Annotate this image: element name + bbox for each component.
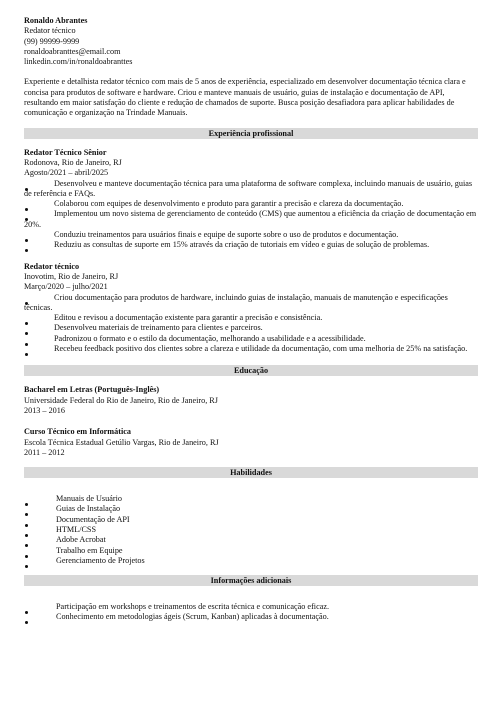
section-heading-skills: Habilidades bbox=[24, 467, 478, 478]
additional-text: Conhecimento em metodologias ágeis (Scrum, Kanban) aplicadas à documentação. bbox=[56, 612, 329, 622]
bullet-text: Conduziu treinamentos para usuários finais e equipe de suporte sobre o uso de produtos e documentação. bbox=[54, 230, 399, 240]
skill-text: HTML/CSS bbox=[56, 524, 97, 534]
degree-title: Curso Técnico em Informática bbox=[24, 427, 131, 437]
additional-text: Participação em workshops e treinamentos de escrita técnica e comunicação eficaz. bbox=[56, 602, 330, 612]
professional-summary: Experiente e detalhista redator técnico com mais de 5 anos de experiência, especializado em desenvolver documentação técnica clara e concisa para produtos de software e hardware. Criou e manteve manuais de usuário, guias de instalação e documentação de API, resultando em maior satisfação do cliente e redução de chamados de suporte. Busca posição desafiadora para aplicar habilidades de comunicação e organização na Trindade Manuais. bbox=[24, 77, 466, 118]
bullet-item bbox=[24, 334, 478, 344]
skill-item bbox=[24, 494, 478, 504]
section-heading-experience: Experiência profissional bbox=[24, 128, 478, 139]
bullet-item bbox=[24, 344, 478, 354]
education-dates: 2013 – 2016 bbox=[24, 405, 65, 415]
candidate-role: Redator técnico bbox=[24, 26, 76, 36]
section-heading-education: Educação bbox=[24, 365, 478, 376]
candidate-linkedin: linkedin.com/in/ronaldoabranttes bbox=[24, 57, 133, 67]
bullet-item bbox=[24, 230, 478, 240]
job-company: Inovotim, Rio de Janeiro, RJ bbox=[24, 271, 119, 281]
bullet-item bbox=[24, 240, 478, 250]
skill-text: Adobe Acrobat bbox=[56, 535, 106, 545]
bullet-item bbox=[24, 199, 478, 209]
skill-item bbox=[24, 504, 478, 514]
school-name: Escola Técnica Estadual Getúlio Vargas, Rio de Janeiro, RJ bbox=[24, 437, 219, 447]
additional-item bbox=[24, 612, 478, 622]
job-title: Redator Técnico Sênior bbox=[24, 147, 107, 157]
bullet-item bbox=[24, 179, 478, 200]
candidate-name: Ronaldo Abrantes bbox=[24, 16, 88, 25]
job-dates: Agosto/2021 – abril/2025 bbox=[24, 168, 109, 178]
skill-item bbox=[24, 556, 478, 566]
skill-text: Documentação de API bbox=[56, 514, 130, 524]
bullet-text: Colaborou com equipes de desenvolvimento e produto para garantir a precisão e clareza da documentação. bbox=[54, 199, 404, 209]
bullet-text: Padronizou o formato e o estilo da documentação, melhorando a usabilidade e a acessibilidade. bbox=[54, 333, 366, 343]
job-bullets bbox=[24, 293, 478, 355]
candidate-email: ronaldoabranttes@email.com bbox=[24, 46, 121, 56]
additional-list bbox=[24, 602, 478, 623]
skill-text: Guias de Instalação bbox=[56, 504, 121, 514]
education-entry bbox=[24, 427, 478, 458]
bullet-text: Criou documentação para produtos de hardware, incluindo guias de instalação, manuais de manutenção e especificações técnicas. bbox=[24, 292, 448, 312]
resume-header bbox=[24, 16, 478, 67]
skill-item bbox=[24, 546, 478, 556]
job-dates: Março/2020 – julho/2021 bbox=[24, 282, 108, 292]
bullet-item bbox=[24, 313, 478, 323]
school-name: Universidade Federal do Rio de Janeiro, Rio de Janeiro, RJ bbox=[24, 395, 218, 405]
skill-item bbox=[24, 515, 478, 525]
candidate-phone: (99) 99999-9999 bbox=[24, 36, 80, 46]
skills-list bbox=[24, 494, 478, 566]
skill-item bbox=[24, 525, 478, 535]
skill-text: Trabalho em Equipe bbox=[56, 545, 123, 555]
experience-entry bbox=[24, 148, 478, 251]
skill-text: Manuais de Usuário bbox=[56, 494, 122, 504]
bullet-text: Desenvolveu e manteve documentação técnica para uma plataforma de software complexa, incluindo manuais de usuário, guias de referência e FAQs. bbox=[24, 178, 473, 198]
bullet-item bbox=[24, 323, 478, 333]
degree-title: Bacharel em Letras (Português-Inglês) bbox=[24, 385, 160, 395]
education-entry bbox=[24, 385, 478, 416]
bullet-text: Recebeu feedback positivo dos clientes sobre a clareza e utilidade da documentação, com uma melhoria de 25% na satisfação. bbox=[54, 344, 468, 354]
bullet-text: Reduziu as consultas de suporte em 15% através da criação de tutoriais em vídeo e guias de solução de problemas. bbox=[54, 240, 430, 250]
skill-text: Gerenciamento de Projetos bbox=[56, 555, 145, 565]
education-dates: 2011 – 2012 bbox=[24, 447, 65, 457]
additional-item bbox=[24, 602, 478, 612]
experience-entry bbox=[24, 262, 478, 355]
job-company: Rodonova, Rio de Janeiro, RJ bbox=[24, 157, 122, 167]
bullet-item bbox=[24, 209, 478, 230]
bullet-text: Implementou um novo sistema de gerenciamento de conteúdo (CMS) que aumentou a eficiência da criação de documentação em 20%. bbox=[24, 209, 477, 229]
section-heading-additional: Informações adicionais bbox=[24, 575, 478, 586]
job-title: Redator técnico bbox=[24, 261, 80, 271]
skill-item bbox=[24, 535, 478, 545]
bullet-text: Desenvolveu materiais de treinamento para clientes e parceiros. bbox=[54, 323, 263, 333]
bullet-item bbox=[24, 293, 478, 314]
job-bullets bbox=[24, 179, 478, 251]
bullet-text: Editou e revisou a documentação existente para garantir a precisão e consistência. bbox=[54, 313, 323, 323]
